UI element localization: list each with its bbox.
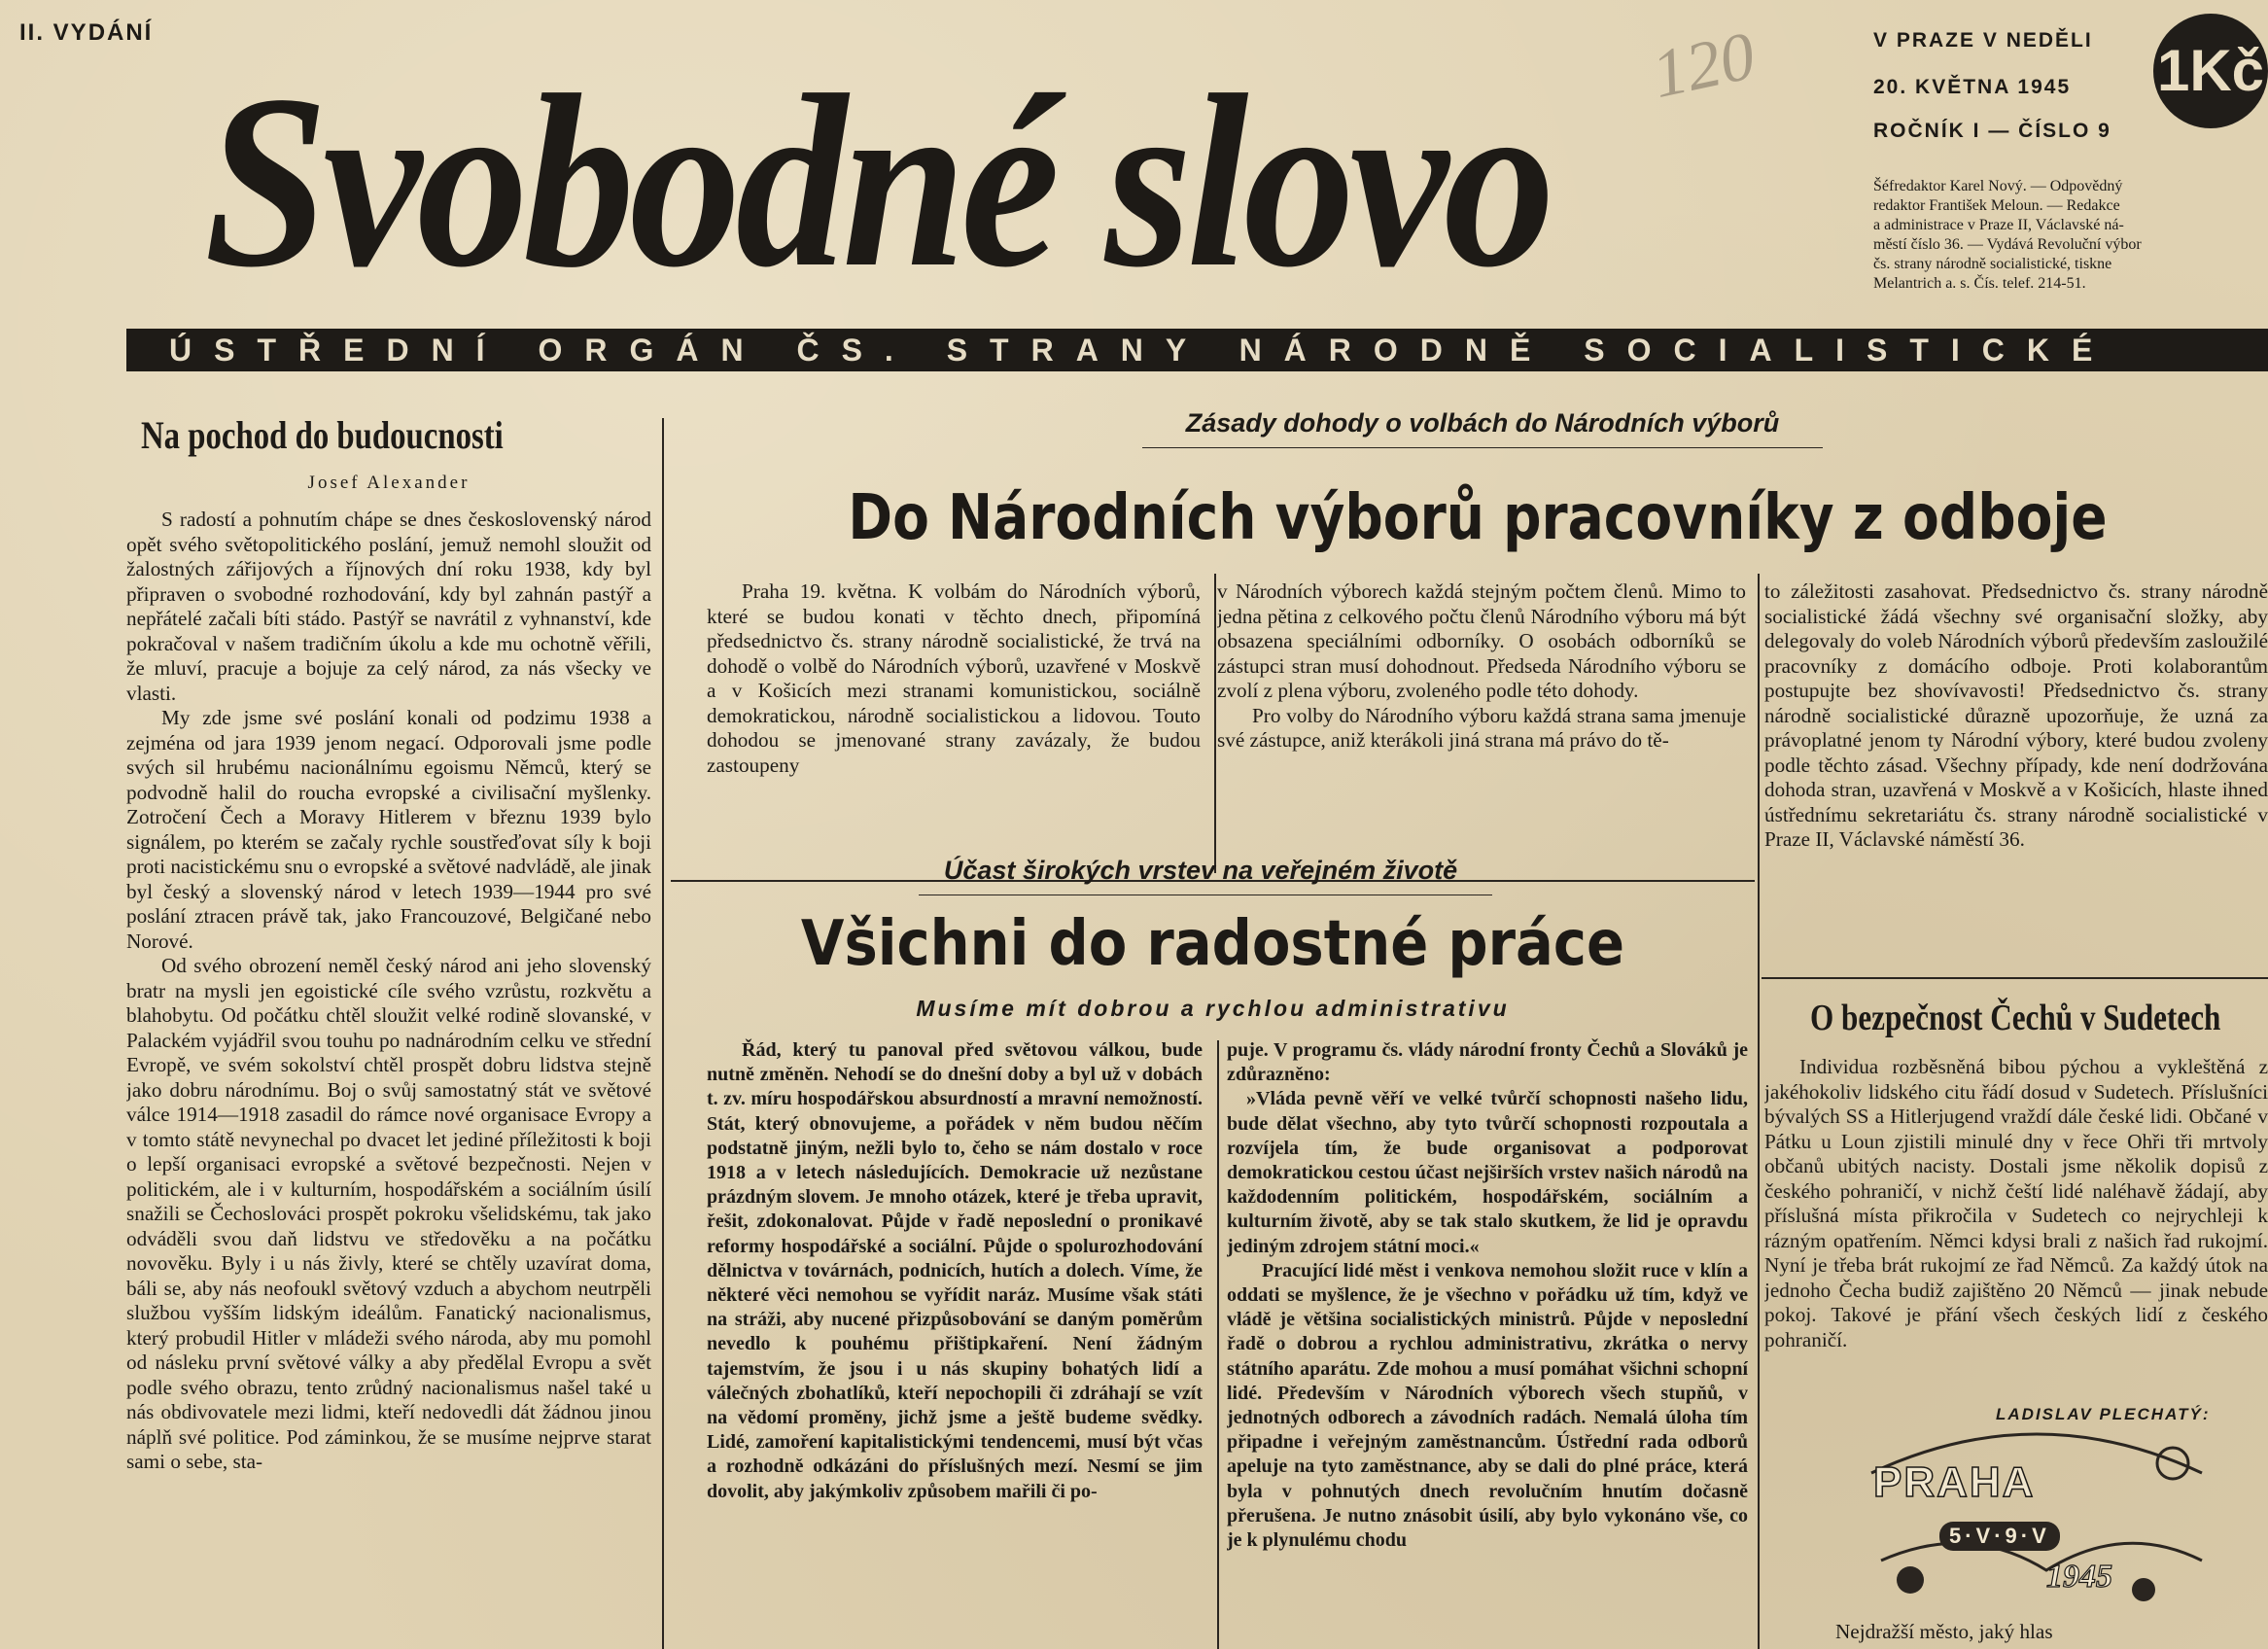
top-article-col1 <box>707 579 1201 875</box>
advert-date: 5·V·9·V <box>1939 1522 2060 1551</box>
quote: »Vláda pevně věří ve velké tvůrčí schopnosti našeho lidu, bude dělat všechno, aby tyto tvůrčí schopnosti rozpoutala a rozvíjela tím, že bude organisovat a podporovat demokratickou cestou účast nejširších vrstev našich národů na každodenním politickém, hospodářském, sociálním a kulturním životě, aby se tak stalo skutkem, že lid je opravdu jediným zdrojem státní moci.« <box>1227 1088 1748 1257</box>
advert-author: LADISLAV PLECHATÝ: <box>1996 1405 2211 1423</box>
column-rule <box>1217 1040 1219 1649</box>
right-article-headline: O bezpečnost Čechů v Sudetech <box>1810 998 2221 1038</box>
top-article-col3 <box>1764 579 2268 968</box>
advert-year: 1945 <box>2046 1559 2112 1595</box>
top-article-headline: Do Národních výborů pracovníky z odboje <box>848 482 2108 554</box>
kicker-underline <box>1142 447 1823 448</box>
column-rule <box>1214 574 1216 873</box>
volume-issue: ROČNÍK I — ČÍSLO 9 <box>1873 120 2111 142</box>
paragraph: My zde jsme své poslání konali od podzimu 1938 a zejména od jara 1939 jenom negací. Odporovali jsme podle svých sil hrubému nacionálnímu egoismu Němců, který se podvodně halil do roucha evropské a civilisační myšlenky. Zotročení Čech a Moravy Hitlerem v březnu 1939 bylo signálem, po kterém se začaly rychle soustřeďovat síly k boji proti nacistickému snu o evropské a světové nadvládě, ale jinak byl český a slovenský národ v letech 1939—1944 pro své poslání ztracen právě tak, jako Francouzové, Belgičané nebo Norové. <box>126 706 651 953</box>
advert-ornament <box>1852 1405 2221 1609</box>
paragraph: Od svého obrození neměl český národ ani jeho slovenský bratr na mysli jen egoistické cíle svého vzrůstu, rozkvětu a blahobytu. Od počátku chtěl sloužit velké rodině slovanské, v Palackém vyjádřil svou touhu po nadnárodním celku ve střední Evropě, ve svém sokolství chtěl prospět dobru lidstva stejně jako dobru národnímu. Boj o svůj samostatný stát ve světové válce 1914—1918 zasadil do rámce nové organisace Evropy a v tomto státě nevynechal po dvacet let jediné příležitosti k boji o lepší organisaci evropské a světové bezpečnosti. Nejen v politickém, ale i v kulturním, hospodářském a sociálním úsilí snažili se Čechoslováci prospět pokroku všelidskému, tak jako odváděli svou daň lidstvu ve středověku a na počátku novověku. Byly i u nás živly, které se chtěly uzavírat doma, báli se, aby nás neofoukl světový vzduch a abychom neutrpěli službou vyšším lidským ideálům. Fanatický nacionalismus, který probudil Hitler v mládeži svého národa, aby mu pomohl od násleku první světové války a aby předělal Evropu a svět podle svého obrazu, tento zrůdný nacionalismus našel také u nás obdivovatele mezi lidmi, kteří nedovedli dát žádnou jinou náplň své politice. Pod záminkou, že se musíme nejprve starat sami o sebe, sta- <box>126 954 651 1473</box>
handwritten-note: 120 <box>1646 18 1762 114</box>
issue-date: 20. KVĚTNA 1945 <box>1873 76 2072 98</box>
left-article-headline: Na pochod do budoucnosti <box>141 413 504 457</box>
right-column-tail: Nejdražší město, jaký hlas <box>1835 1620 2053 1643</box>
edition-label: II. VYDÁNÍ <box>19 19 154 46</box>
center-article-col1 <box>707 1038 1203 1649</box>
center-article-col2 <box>1227 1038 1748 1649</box>
section-rule <box>1762 977 2268 979</box>
top-article-col2 <box>1217 579 1746 875</box>
paragraph: to záležitosti zasahovat. Předsednictvo čs. strany národně socialistické žádá všechny své organisační složky, aby delegovaly do voleb Národních výborů především zasloužilé pracovníky z domácího odboje. Proti kolaborantům postupujte bez shovívavosti! Předsednictvo čs. strany národně socialistické důrazně upozorňuje, že uzná za právoplatné jenom ty Národní výbory, které budou zvoleny podle těchto zásad. Všechny případy, kde není dodržována dohoda stran, uzavřená v Moskvě a v Košicích, hlaste ihned ústřednímu sekretariátu čs. strany národně socialistické v Praze II, Václavské náměstí 36. <box>1764 579 2268 851</box>
masthead-title: Svobodné slovo <box>204 45 1551 319</box>
column-rule <box>1758 574 1760 1649</box>
book-advert <box>1852 1405 2221 1609</box>
center-article-headline: Všichni do radostné práce <box>800 908 1625 980</box>
imprint-line: čs. strany národně socialistické, tiskne <box>1873 256 2112 272</box>
column-rule <box>662 418 664 1649</box>
top-article-kicker: Zásady dohody o volbách do Národních výborů <box>1185 408 1780 438</box>
advert-title: PRAHA <box>1873 1458 2036 1506</box>
imprint-line: Šéfredaktor Karel Nový. — Odpovědný <box>1873 178 2123 194</box>
paragraph: puje. V programu čs. vlády národní fronty Čechů a Slováků je zdůrazněno: <box>1227 1039 1748 1086</box>
right-article-body <box>1764 1055 2268 1386</box>
imprint-line: redaktor František Meloun. — Redakce <box>1873 197 2120 214</box>
paragraph: Pracující lidé měst i venkova nemohou složit ruce v klín a oddati se myšlence, že je všechno v pořádku už tím, když ve vládě je většina socialistických ministrů. Půjde v neposlední řadě o dobrou a rychlou administrativu, zkrátka o nervy státního aparátu. Zde mohou a musí pomáhat všichni schopní lidé. Především v Národních výborech všech stupňů, v jednotných odborech a závodních radách. Nemalá úloha tím připadne i veřejným zaměstnancům. Ústřední rada odborů apeluje na tyto zaměstnance, aby se dali do plné práce, která byla v pohnutých dnech revolučním hnutím dočasně přerušena. Je nutno znásobit úsilí, aby bylo vykonáno vše, co je k plynulému chodu <box>1227 1259 1748 1552</box>
imprint-line: městí číslo 36. — Vydává Revoluční výbor <box>1873 236 2142 253</box>
center-article-kicker: Účast širokých vrstev na veřejném životě <box>943 856 1458 885</box>
place-day: V PRAZE V NEDĚLI <box>1873 29 2093 52</box>
paragraph: S radostí a pohnutím chápe se dnes československý národ opět svého světopolitického poslání, jemuž nemohl sloužit od žalostných zářijových a říjnových dní roku 1938, kdy byl připraven o svobodné rozhodování, kdy byl zahnán pastýř a nepřátelé začali bíti stádo. Pastýř se navrátil z vyhnanství, kde pokračoval v našem tradičním úkolu a kde mu ochotně věřili, že mluví, pracuje a bojuje za celý národ, za nás všecky ve vlasti. <box>126 508 651 705</box>
price-badge: 1Kč <box>2153 14 2268 128</box>
imprint-line: a administrace v Praze II, Václavské ná- <box>1873 217 2124 233</box>
paragraph: v Národních výborech každá stejným počtem členů. Mimo to jedna pětina z celkového počtu členů Národního výboru má být obsazena speciálními odborníky. O osobách odborníků se zástupci stran musí dohodnout. Předseda Národního výboru se zvolí z plena výboru, zvoleného podle této dohody. <box>1217 579 1746 702</box>
left-article-author: Josef Alexander <box>307 473 471 493</box>
imprint <box>1873 177 2268 294</box>
left-article-body <box>126 508 651 1645</box>
paragraph: Individua rozběsněná bibou pýchou a vykleštěná z jakéhokoliv lidského citu řádí dosud v Sudetech. Příslušníci bývalých SS a Hitlerjugend vraždí dále české lidi. Občané v Pátku u Loun zjistili minulé dny v řece Ohři tři mrtvoly občanů ubitých nacisty. Dostali jsme několik dopisů z českého pohraničí, v nichž čeští lidé naléhavě žádají, aby příslušná místa přikročila v Sudetech co nejrychleji k rázným opatřením. Němci kdysi brali z našich řad rukojmí. Nyní je třeba brát rukojmí ze řad Němců. Za každý útok na jednoho Čecha budiž zajištěno 20 Němců — jinak nebude pokoj. Takové je přání všech českých lidí z českého pohraničí. <box>1764 1055 2268 1351</box>
center-article-subheadline: Musíme mít dobrou a rychlou administrativu <box>916 996 1510 1021</box>
party-organ-band: ÚSTŘEDNÍ ORGÁN ČS. STRANY NÁRODNĚ SOCIALISTICKÉ <box>126 329 2268 371</box>
imprint-line: Melantrich a. s. Čís. telef. 214-51. <box>1873 275 2086 292</box>
paragraph: Praha 19. května. K volbám do Národních výborů, které se budou konati v těchto dnech, připomíná předsednictvo čs. strany národně socialistické, že trvá na dohodě o volbě do Národních výborů, uzavřené v Moskvě a v Košicích mezi stranami komunistickou, sociálně demokratickou, národně socialistickou a lidovou. Touto dohodou se jmenované strany zavázaly, že budou zastoupeny <box>707 579 1201 777</box>
paragraph: Pro volby do Národního výboru každá strana sama jmenuje své zástupce, aniž kterákoli jiná strana má právo do tě- <box>1217 703 1746 752</box>
paragraph: Řád, který tu panoval před světovou válkou, bude nutně změněn. Nehodí se do dnešní doby a byl už v dobách t. zv. míru hospodářskou absurdností a mravní nemožností. Stát, který obnovujeme, a pořádek v něm budou něčím podstatně jiným, nežli bylo to, čeho se nám dostalo v roce 1918 a v letech následujících. Demokracie už nezůstane prázdným slovem. Je mnoho otázek, které je třeba upravit, řešit, zdokonalovat. Půjde v řadě neposlední o pronikavé reformy hospodářské a sociální. Půjde o spolurozhodování dělnictva v továrnách, podnicích, hutích a dolech. Víme, že některé věci nemohou se vyřídit naráz. Musíme však státi na stráži, aby nucené přizpůsobování se daným poměrům nevedlo k pouhému přištipkaření. Není žádným tajemstvím, že jsou i u nás skupiny bohatých lidí a válečných zbohatlíků, kteří nepochopili či zdráhají se vzít na vědomí proměny, jichž jsme a ještě budeme svědky. Lidé, zamoření kapitalistickými tendencemi, musí být včas a rozhodně odkázáni do příslušných mezí. Nesmí se jim dovolit, aby jakýmkoliv způsobem mařili či po- <box>707 1039 1203 1502</box>
